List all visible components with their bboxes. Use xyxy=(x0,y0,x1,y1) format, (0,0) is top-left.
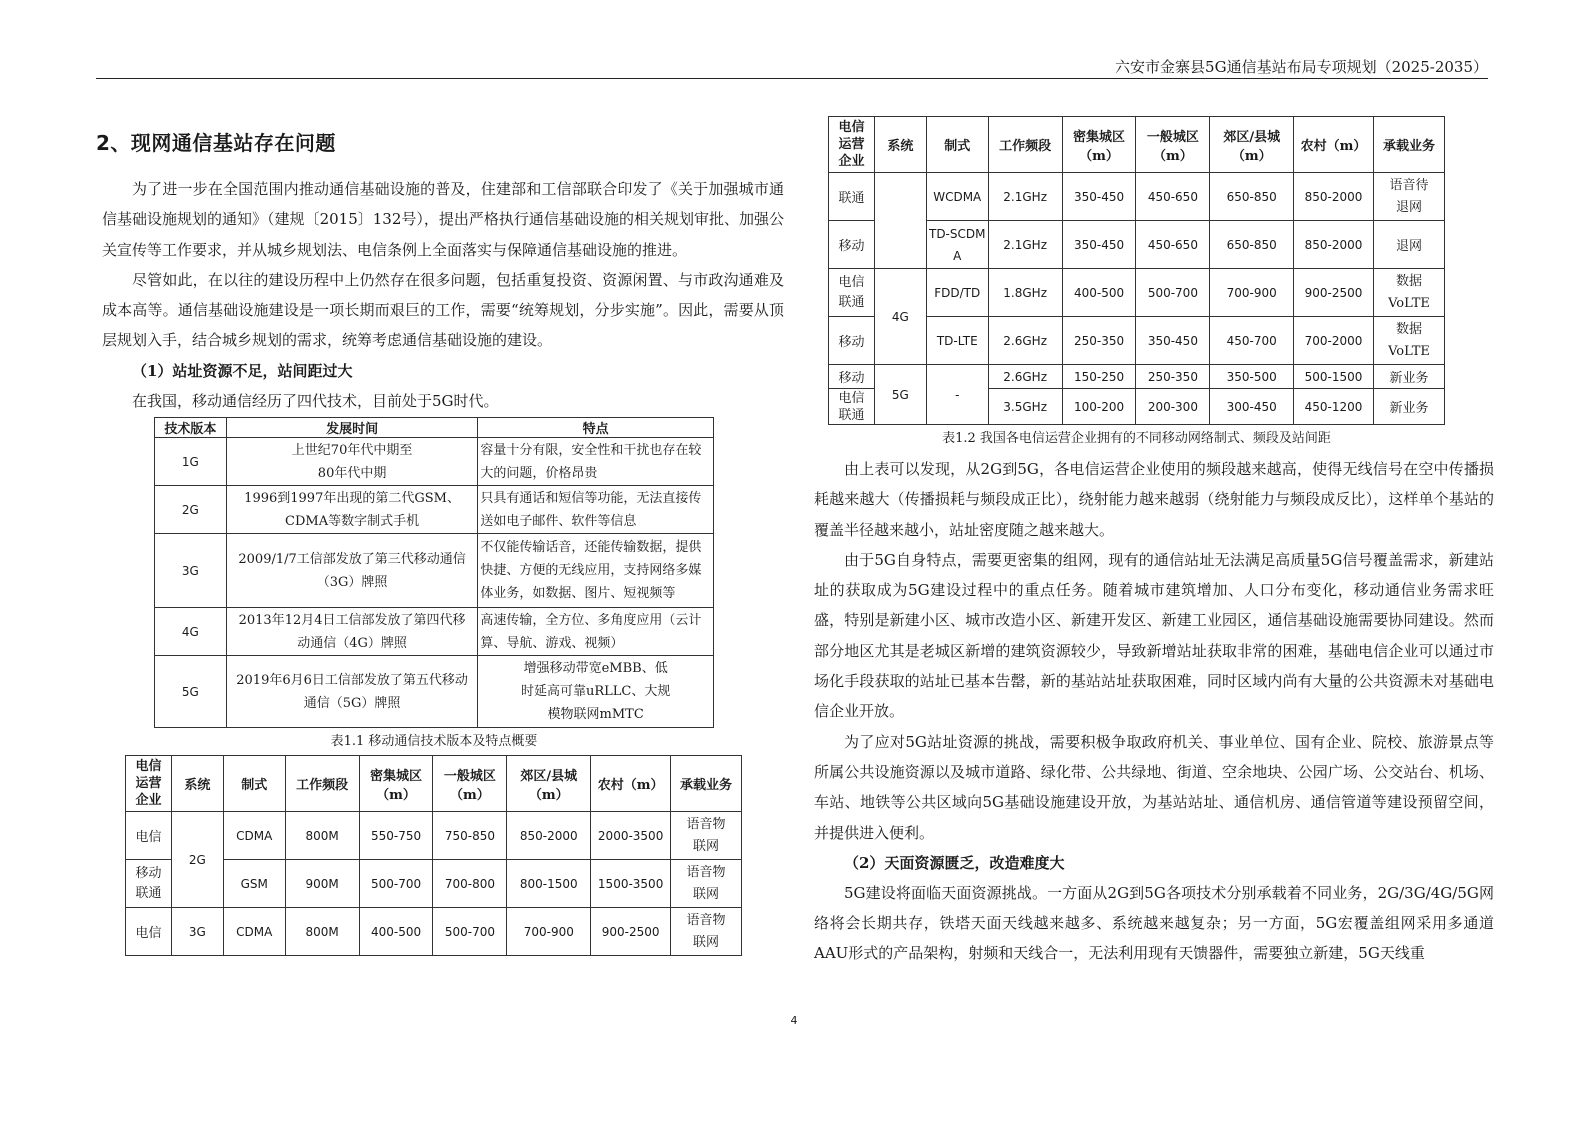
table-cell: 800-1500 xyxy=(507,860,591,908)
table-cell: 电信联通 xyxy=(829,269,875,317)
table-cell: 1G xyxy=(155,438,227,486)
column-header: 农村（m） xyxy=(1294,117,1374,173)
table-cell: 上世纪70年代中期至80年代中期 xyxy=(226,438,478,486)
table-cell: 750-850 xyxy=(433,812,507,860)
table-cell: 2009/1/7工信部发放了第三代移动通信（3G）牌照 xyxy=(226,534,478,608)
table-cell: 800M xyxy=(285,812,359,860)
column-header: 工作频段 xyxy=(285,756,359,812)
column-header: 工作频段 xyxy=(988,117,1062,173)
table-cell: 700-800 xyxy=(433,860,507,908)
table-cell: 移动 xyxy=(829,221,875,269)
table-cell xyxy=(874,173,926,269)
column-header: 发展时间 xyxy=(226,418,478,438)
table-cell: 联通 xyxy=(829,173,875,221)
table-cell: 400-500 xyxy=(1062,269,1136,317)
table-cell: 2000-3500 xyxy=(591,812,671,860)
table-cell: 2.1GHz xyxy=(988,173,1062,221)
table-cell: 900-2500 xyxy=(1294,269,1374,317)
column-header: 承载业务 xyxy=(671,756,742,812)
table-cell: 语音物联网 xyxy=(671,908,742,956)
table-cell: 3G xyxy=(171,908,223,956)
table-row xyxy=(155,656,714,728)
table-cell: 2.1GHz xyxy=(988,221,1062,269)
paragraph: 为了进一步在全国范围内推动通信基础设施的普及，住建部和工信部联合印发了《关于加强城市通信基础设施规划的通知》（建规〔2015〕132号），提出严格执行通信基础设施的相关规划审批、加强公关宣传等工作要求，并从城乡规划法、电信条例上全面落实与保障通信基础设施的推进。 xyxy=(102,180,784,259)
table-row xyxy=(829,365,1445,389)
column-header: 系统 xyxy=(874,117,926,173)
table-cell: 2G xyxy=(155,486,227,534)
table-row xyxy=(155,486,714,534)
table-cell: 700-2000 xyxy=(1294,317,1374,365)
paragraph: 由上表可以发现，从2G到5G，各电信运营企业使用的频段越来越高，使得无线信号在空中传播损耗越来越大（传播损耗与频段成正比），绕射能力越来越弱（绕射能力与频段成反比），这样单个基站的覆盖半径越来越小，站址密度随之越来越大。 xyxy=(814,460,1494,539)
table-cell: TD-LTE xyxy=(926,317,988,365)
table-cell: 电信联通 xyxy=(829,389,875,425)
table-cell: 500-700 xyxy=(433,908,507,956)
table-cell: 500-700 xyxy=(1136,269,1210,317)
table-cell: 100-200 xyxy=(1062,389,1136,425)
table-cell: 150-250 xyxy=(1062,365,1136,389)
subsection-title: （2）天面资源匮乏，改造难度大 xyxy=(844,853,1065,872)
table-cell: 移动 xyxy=(829,317,875,365)
table-cell: 250-350 xyxy=(1136,365,1210,389)
column-header: 密集城区（m） xyxy=(359,756,433,812)
table-cell: 移动联通 xyxy=(126,860,172,908)
header-divider xyxy=(96,78,1488,79)
table-cell: 电信 xyxy=(126,908,172,956)
column-header: 郊区/县城（m） xyxy=(507,756,591,812)
subsection-title: （1）站址资源不足，站间距过大 xyxy=(132,361,353,380)
table-cell: CDMA xyxy=(223,812,285,860)
table-cell: 只具有通话和短信等功能，无法直接传送如电子邮件、软件等信息 xyxy=(478,486,714,534)
column-header: 制式 xyxy=(223,756,285,812)
table-row xyxy=(155,534,714,608)
table-cell: 850-2000 xyxy=(1294,221,1374,269)
right-column xyxy=(814,118,1494,969)
table-cell: 700-900 xyxy=(1210,269,1294,317)
column-header: 特点 xyxy=(478,418,714,438)
table-cell: 1996到1997年出现的第二代GSM、CDMA等数字制式手机 xyxy=(226,486,478,534)
section-title: 2、现网通信基站存在问题 xyxy=(96,131,336,155)
table-cell: 数据VoLTE xyxy=(1373,317,1444,365)
table-cell: 高速传输，全方位、多角度应用（云计算、导航、游戏、视频） xyxy=(478,608,714,656)
table-row xyxy=(126,908,742,956)
table-cell: 数据VoLTE xyxy=(1373,269,1444,317)
table-cell: 2.6GHz xyxy=(988,365,1062,389)
table-cell: 450-1200 xyxy=(1294,389,1374,425)
table-cell: 300-450 xyxy=(1210,389,1294,425)
column-header: 一般城区（m） xyxy=(433,756,507,812)
table-cell: 1.8GHz xyxy=(988,269,1062,317)
table-cell: 850-2000 xyxy=(1294,173,1374,221)
tech-version-table xyxy=(154,417,714,728)
table-cell: 900-2500 xyxy=(591,908,671,956)
table-cell: 2013年12月4日工信部发放了第四代移动通信（4G）牌照 xyxy=(226,608,478,656)
table-cell: 3.5GHz xyxy=(988,389,1062,425)
table-cell: 350-450 xyxy=(1062,173,1136,221)
column-header: 农村（m） xyxy=(591,756,671,812)
table-cell: 250-350 xyxy=(1062,317,1136,365)
table-cell: - xyxy=(926,365,988,425)
table-cell: 新业务 xyxy=(1373,365,1444,389)
table-cell: 2019年6月6日工信部发放了第五代移动通信（5G）牌照 xyxy=(226,656,478,728)
table-cell: 450-700 xyxy=(1210,317,1294,365)
table-cell: 400-500 xyxy=(359,908,433,956)
table-cell: 移动 xyxy=(829,365,875,389)
page-number: 4 xyxy=(790,1014,798,1027)
column-header: 系统 xyxy=(171,756,223,812)
table-cell: 900M xyxy=(285,860,359,908)
table-cell: 450-650 xyxy=(1136,221,1210,269)
table-cell: GSM xyxy=(223,860,285,908)
paragraph: 为了应对5G站址资源的挑战，需要积极争取政府机关、事业单位、国有企业、院校、旅游景点等所属公共设施资源以及城市道路、绿化带、公共绿地、街道、空余地块、公园广场、公交站台、机场、车站、地铁等公共区域向5G基础设施建设开放，为基站站址、通信机房、通信管道等建设预留空间，并提供进入便利。 xyxy=(814,732,1494,842)
table-cell: 850-2000 xyxy=(507,812,591,860)
table-caption: 表1.2 我国各电信运营企业拥有的不同移动网络制式、频段及站间距 xyxy=(942,431,1331,446)
table-cell: 500-700 xyxy=(359,860,433,908)
left-column xyxy=(96,118,786,956)
paragraph: 在我国，移动通信经历了四代技术，目前处于5G时代。 xyxy=(132,391,499,410)
table-cell: 5G xyxy=(155,656,227,728)
column-header: 制式 xyxy=(926,117,988,173)
document-header-title: 六安市金寨县5G通信基站布局专项规划（2025-2035） xyxy=(1115,58,1488,76)
paragraph: 尽管如此，在以往的建设历程中上仍然存在很多问题，包括重复投资、资源闲置、与市政沟通难及成本高等。通信基础设施建设是一项长期而艰巨的工作，需要“统筹规划，分步实施”。因此，需要从顶层规划入手，结合城乡规划的需求，统筹考虑通信基础设施的建设。 xyxy=(102,270,784,350)
operator-table-2g-3g xyxy=(125,755,742,956)
table-cell: 1500-3500 xyxy=(591,860,671,908)
table-cell: 4G xyxy=(874,269,926,365)
table-cell: 语音待退网 xyxy=(1373,173,1444,221)
operator-table-3g-5g xyxy=(828,116,1445,425)
table-cell: 增强移动带宽eMBB、低时延高可靠uRLLC、大规模物联网mMTC xyxy=(478,656,714,728)
table-cell: 350-500 xyxy=(1210,365,1294,389)
table-cell: 800M xyxy=(285,908,359,956)
table-cell: TD-SCDMA xyxy=(926,221,988,269)
table-cell: 不仅能传输话音，还能传输数据，提供快捷、方便的无线应用，支持网络多媒体业务，如数据、图片、短视频等 xyxy=(478,534,714,608)
column-header: 技术版本 xyxy=(155,418,227,438)
paragraph: 5G建设将面临天面资源挑战。一方面从2G到5G各项技术分别承载着不同业务，2G/3G/4G/5G网络将会长期共存，铁塔天面天线越来越多、系统越来越复杂；另一方面，5G宏覆盖组网采用多通道AAU形式的产品架构，射频和天线合一，无法利用现有天馈器件，需要独立新建，5G天线重 xyxy=(814,883,1494,963)
table-row xyxy=(829,269,1445,317)
table-cell: 容量十分有限，安全性和干扰也存在较大的问题，价格昂贵 xyxy=(478,438,714,486)
table-cell: 350-450 xyxy=(1062,221,1136,269)
column-header: 承载业务 xyxy=(1373,117,1444,173)
table-cell: 语音物联网 xyxy=(671,860,742,908)
table-cell: 550-750 xyxy=(359,812,433,860)
column-header: 郊区/县城（m） xyxy=(1210,117,1294,173)
table-cell: 650-850 xyxy=(1210,221,1294,269)
table-cell: CDMA xyxy=(223,908,285,956)
table-cell: 2.6GHz xyxy=(988,317,1062,365)
table-cell: WCDMA xyxy=(926,173,988,221)
table-cell: 650-850 xyxy=(1210,173,1294,221)
column-header: 密集城区（m） xyxy=(1062,117,1136,173)
paragraph: 由于5G自身特点，需要更密集的组网，现有的通信站址无法满足高质量5G信号覆盖需求，新建站址的获取成为5G建设过程中的重点任务。随着城市建筑增加、人口分布变化，移动通信业务需求旺盛，特别是新建小区、城市改造小区、新建开发区、新建工业园区，通信基础设施需要协同建设。然而部分地区尤其是老城区新增的建筑资源较少，导致新增站址获取非常的困难，基础电信企业可以通过市场化手段获取的站址已基本告罄，新的基站站址获取困难，同时区域内尚有大量的公共资源未对基础电信企业开放。 xyxy=(814,550,1494,721)
table-row xyxy=(126,812,742,860)
column-header: 电信运营企业 xyxy=(829,117,875,173)
table-cell: 电信 xyxy=(126,812,172,860)
table-caption: 表1.1 移动通信技术版本及特点概要 xyxy=(330,734,538,750)
table-row xyxy=(155,608,714,656)
table-cell: 语音物联网 xyxy=(671,812,742,860)
table-cell: 450-650 xyxy=(1136,173,1210,221)
table-cell: 5G xyxy=(874,365,926,425)
table-cell: 700-900 xyxy=(507,908,591,956)
table-cell: 350-450 xyxy=(1136,317,1210,365)
table-cell: FDD/TD xyxy=(926,269,988,317)
table-cell: 500-1500 xyxy=(1294,365,1374,389)
table-cell: 3G xyxy=(155,534,227,608)
table-cell: 4G xyxy=(155,608,227,656)
column-header: 电信运营企业 xyxy=(126,756,172,812)
table-cell: 新业务 xyxy=(1373,389,1444,425)
table-row xyxy=(155,438,714,486)
table-cell: 2G xyxy=(171,812,223,908)
table-row xyxy=(829,173,1445,221)
column-header: 一般城区（m） xyxy=(1136,117,1210,173)
table-cell: 200-300 xyxy=(1136,389,1210,425)
table-cell: 退网 xyxy=(1373,221,1444,269)
